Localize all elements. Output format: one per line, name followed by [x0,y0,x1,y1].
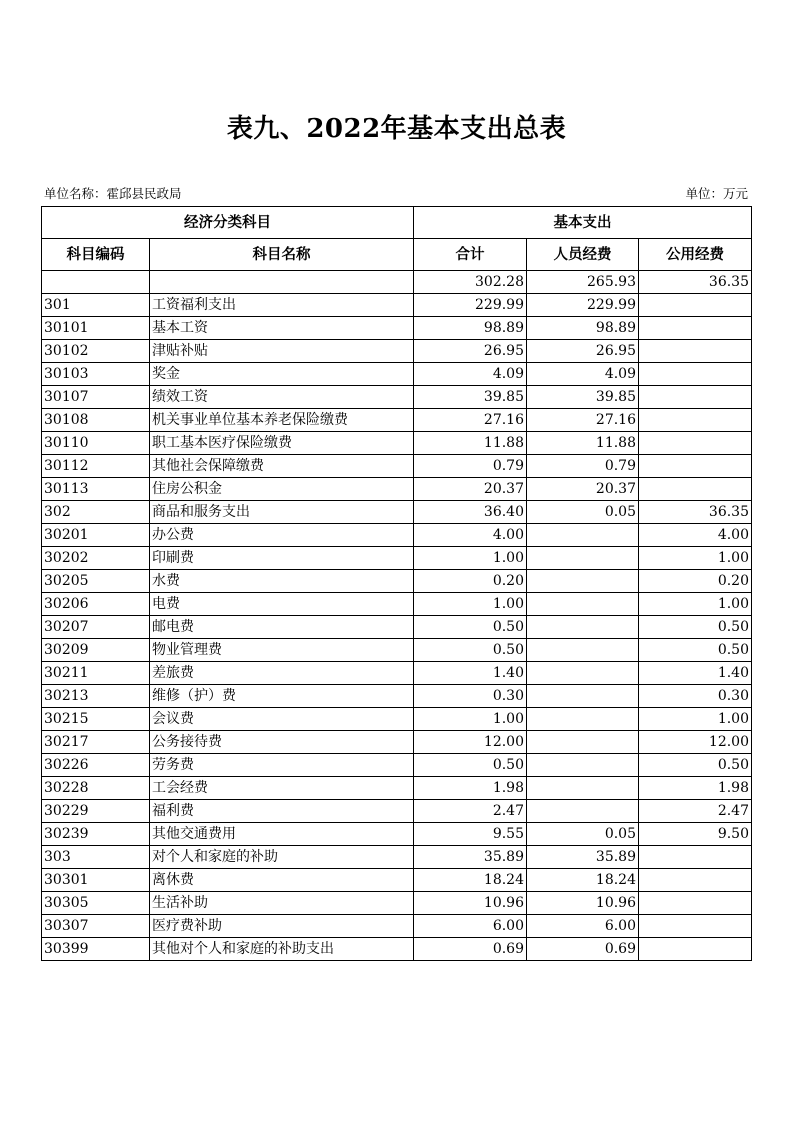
row-personnel [527,731,639,754]
row-total: 0.30 [414,685,527,708]
table-row [42,524,752,547]
row-public [639,478,752,501]
table-row [42,547,752,570]
row-name: 生活补助 [150,892,414,915]
row-name: 办公费 [150,524,414,547]
row-name: 商品和服务支出 [150,501,414,524]
row-name: 职工基本医疗保险缴费 [150,432,414,455]
name-header: 科目名称 [150,239,414,271]
row-code: 30215 [42,708,150,731]
row-public: 0.50 [639,754,752,777]
row-public [639,317,752,340]
row-code: 30207 [42,616,150,639]
total-row [42,271,752,294]
row-name: 公务接待费 [150,731,414,754]
row-personnel [527,685,639,708]
total-row-public: 36.35 [639,271,752,294]
row-public [639,915,752,938]
row-name: 离休费 [150,869,414,892]
row-name: 劳务费 [150,754,414,777]
row-total: 20.37 [414,478,527,501]
public-header: 公用经费 [639,239,752,271]
table-row [42,800,752,823]
table-row [42,409,752,432]
row-name: 会议费 [150,708,414,731]
unit-name-label: 单位名称：霍邱县民政局 [44,186,182,201]
row-code: 30307 [42,915,150,938]
row-name: 奖金 [150,363,414,386]
row-public: 0.50 [639,639,752,662]
row-total: 0.79 [414,455,527,478]
row-total: 35.89 [414,846,527,869]
row-name: 绩效工资 [150,386,414,409]
row-public [639,846,752,869]
row-name: 差旅费 [150,662,414,685]
table-row [42,317,752,340]
row-total: 1.98 [414,777,527,800]
row-code: 30209 [42,639,150,662]
row-code: 30102 [42,340,150,363]
row-total: 1.00 [414,708,527,731]
row-code: 30305 [42,892,150,915]
row-total: 0.20 [414,570,527,593]
table-row [42,455,752,478]
row-public [639,363,752,386]
table-row [42,846,752,869]
row-code: 30103 [42,363,150,386]
row-public: 1.98 [639,777,752,800]
table-row [42,731,752,754]
row-personnel: 10.96 [527,892,639,915]
row-total: 10.96 [414,892,527,915]
row-name: 福利费 [150,800,414,823]
row-personnel [527,616,639,639]
row-total: 1.40 [414,662,527,685]
row-name: 电费 [150,593,414,616]
row-public [639,294,752,317]
row-code: 30110 [42,432,150,455]
row-personnel: 20.37 [527,478,639,501]
row-public: 1.00 [639,547,752,570]
row-public: 0.20 [639,570,752,593]
row-code: 30228 [42,777,150,800]
row-total: 0.50 [414,639,527,662]
row-personnel [527,662,639,685]
table-row [42,754,752,777]
row-code: 30217 [42,731,150,754]
row-name: 其他交通费用 [150,823,414,846]
page-title: 表九、2022年基本支出总表 [226,114,567,144]
row-total: 4.09 [414,363,527,386]
row-public [639,386,752,409]
row-name: 住房公积金 [150,478,414,501]
table-row [42,616,752,639]
row-personnel [527,593,639,616]
row-total: 9.55 [414,823,527,846]
row-name: 工资福利支出 [150,294,414,317]
header-row-group [42,207,752,239]
row-personnel: 18.24 [527,869,639,892]
table-row [42,823,752,846]
row-public [639,340,752,363]
econ-category-header: 经济分类科目 [42,207,414,239]
row-code: 30399 [42,938,150,961]
row-total: 0.69 [414,938,527,961]
total-row-personnel: 265.93 [527,271,639,294]
row-personnel [527,800,639,823]
total-row-code [42,271,150,294]
table-row [42,432,752,455]
row-personnel: 11.88 [527,432,639,455]
row-personnel: 27.16 [527,409,639,432]
row-public [639,455,752,478]
row-name: 邮电费 [150,616,414,639]
row-total: 98.89 [414,317,527,340]
row-code: 30108 [42,409,150,432]
row-personnel: 229.99 [527,294,639,317]
row-name: 其他社会保障缴费 [150,455,414,478]
row-personnel [527,777,639,800]
row-public: 9.50 [639,823,752,846]
row-total: 229.99 [414,294,527,317]
row-personnel: 0.05 [527,501,639,524]
row-name: 工会经费 [150,777,414,800]
basic-expenditure-table [41,206,752,961]
table-body [42,271,752,961]
table-row [42,639,752,662]
row-code: 30101 [42,317,150,340]
row-total: 26.95 [414,340,527,363]
row-personnel [527,708,639,731]
row-public [639,869,752,892]
table-row [42,777,752,800]
row-name: 对个人和家庭的补助 [150,846,414,869]
row-personnel [527,547,639,570]
row-public: 36.35 [639,501,752,524]
total-row-name [150,271,414,294]
row-code: 30201 [42,524,150,547]
row-personnel [527,639,639,662]
row-public [639,892,752,915]
table-row [42,938,752,961]
table-row [42,869,752,892]
table-row [42,892,752,915]
row-code: 30112 [42,455,150,478]
row-personnel: 0.79 [527,455,639,478]
table-row [42,294,752,317]
row-public: 1.00 [639,593,752,616]
row-total: 12.00 [414,731,527,754]
row-personnel: 39.85 [527,386,639,409]
row-code: 303 [42,846,150,869]
row-public: 0.30 [639,685,752,708]
row-code: 30239 [42,823,150,846]
row-personnel [527,570,639,593]
basic-expenditure-header: 基本支出 [414,207,752,239]
header-row-columns [42,239,752,271]
row-public: 2.47 [639,800,752,823]
row-name: 其他对个人和家庭的补助支出 [150,938,414,961]
row-code: 30202 [42,547,150,570]
row-total: 2.47 [414,800,527,823]
row-public [639,432,752,455]
row-personnel: 98.89 [527,317,639,340]
row-public: 12.00 [639,731,752,754]
row-personnel: 35.89 [527,846,639,869]
table-row [42,708,752,731]
table-row [42,501,752,524]
personnel-header: 人员经费 [527,239,639,271]
row-name: 物业管理费 [150,639,414,662]
row-personnel: 4.09 [527,363,639,386]
row-public [639,938,752,961]
row-personnel [527,754,639,777]
row-personnel [527,524,639,547]
table-row [42,685,752,708]
table-row [42,363,752,386]
row-code: 30113 [42,478,150,501]
code-header: 科目编码 [42,239,150,271]
row-public: 0.50 [639,616,752,639]
row-code: 302 [42,501,150,524]
total-header: 合计 [414,239,527,271]
row-public [639,409,752,432]
row-total: 1.00 [414,593,527,616]
row-total: 1.00 [414,547,527,570]
row-personnel: 0.69 [527,938,639,961]
row-code: 30206 [42,593,150,616]
table-row [42,662,752,685]
row-code: 30213 [42,685,150,708]
row-total: 18.24 [414,869,527,892]
table-row [42,593,752,616]
row-code: 30226 [42,754,150,777]
table-row [42,478,752,501]
table-row [42,340,752,363]
row-name: 基本工资 [150,317,414,340]
row-total: 39.85 [414,386,527,409]
row-code: 30205 [42,570,150,593]
row-public: 1.40 [639,662,752,685]
row-public: 1.00 [639,708,752,731]
row-code: 30229 [42,800,150,823]
unit-label: 单位：万元 [685,186,748,201]
row-personnel: 26.95 [527,340,639,363]
row-total: 36.40 [414,501,527,524]
row-total: 27.16 [414,409,527,432]
row-code: 301 [42,294,150,317]
row-name: 机关事业单位基本养老保险缴费 [150,409,414,432]
row-name: 医疗费补助 [150,915,414,938]
table-row [42,570,752,593]
row-total: 0.50 [414,616,527,639]
table-row [42,386,752,409]
table-row [42,915,752,938]
row-total: 6.00 [414,915,527,938]
row-total: 0.50 [414,754,527,777]
row-total: 11.88 [414,432,527,455]
row-name: 津贴补贴 [150,340,414,363]
total-row-total: 302.28 [414,271,527,294]
row-name: 水费 [150,570,414,593]
row-code: 30107 [42,386,150,409]
row-code: 30211 [42,662,150,685]
row-personnel: 6.00 [527,915,639,938]
row-code: 30301 [42,869,150,892]
row-public: 4.00 [639,524,752,547]
row-total: 4.00 [414,524,527,547]
row-name: 印刷费 [150,547,414,570]
row-personnel: 0.05 [527,823,639,846]
row-name: 维修（护）费 [150,685,414,708]
